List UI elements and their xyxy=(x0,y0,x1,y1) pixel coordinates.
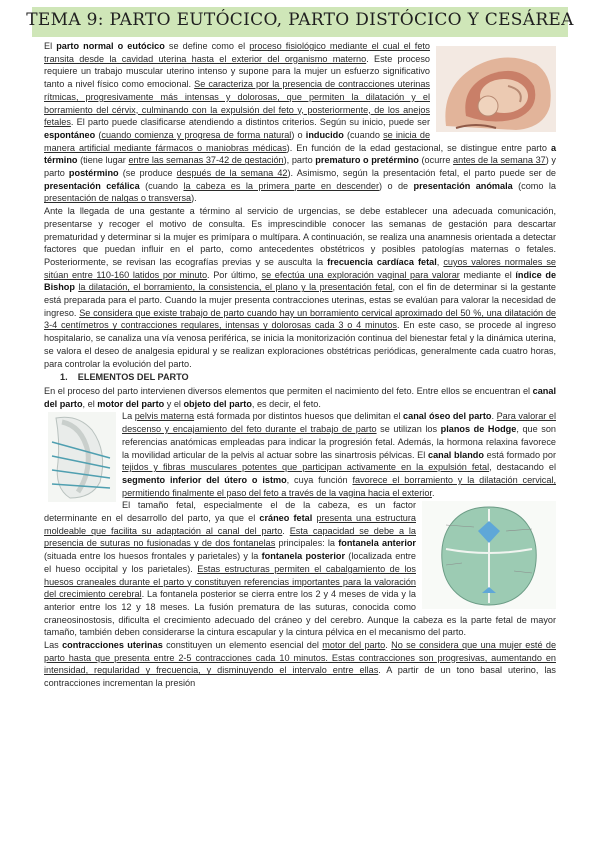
text-run: mediante el xyxy=(459,269,516,280)
bold-term: cráneo fetal xyxy=(259,513,313,524)
bold-term: fontanela anterior xyxy=(338,538,416,549)
underlined-text: se inicia de manera artificial mediante fármacos o maniobras médicas xyxy=(44,129,431,153)
text-run: . xyxy=(385,640,392,651)
bold-term: presentación cefálica xyxy=(44,180,140,191)
text-run: , es decir, el feto. xyxy=(251,398,321,409)
text-run: (como la xyxy=(512,180,556,191)
bold-term: canal blando xyxy=(428,449,484,460)
uterus-fetus-illustration xyxy=(436,46,556,132)
text-run: está formada por distintos huesos que delimitan el xyxy=(194,411,404,422)
paragraph-pelvis xyxy=(44,410,556,499)
text-run: , xyxy=(436,256,444,267)
bold-term: motor del parto xyxy=(97,398,165,409)
underlined-text: cuando comienza y progresa de forma natural xyxy=(101,129,292,140)
paragraph-elementos xyxy=(44,385,556,410)
underlined-text: antes de la semana 37 xyxy=(453,155,546,166)
text-run: . La fontanela posterior se cierra entre los 2 y 4 meses de vida y la anterior entre los 12 y 18 meses. La fusión prematura de las suturas, conocida como craneosinostosis, dificulta el crecimiento adecuado del cráneo y del cerebro. Aunque la cabeza es la parte fetal de mayor tamaño, también deben considerarse la cintura escapular y la cintura pélvica en el mecanismo del parto. xyxy=(44,589,556,638)
text-run: (cuando xyxy=(139,180,184,191)
bold-term: a término xyxy=(44,142,557,166)
bold-term: fontanela posterior xyxy=(261,551,346,562)
bold-term: canal del parto xyxy=(44,385,556,409)
text-run: El tamaño fetal, especialmente el de la cabeza, es un factor determinante en el desarrollo del parto, ya que el xyxy=(44,500,416,524)
underlined-text: tejidos y fibras musculares potentes que participan activamente en la expulsión fetal xyxy=(122,462,490,473)
text-run: (ocurre xyxy=(418,155,454,166)
fetal-skull-fontanelles-illustration xyxy=(422,501,556,609)
underlined-text: la dilatación, el borramiento, la consistencia, el plano y la presentación fetal xyxy=(78,282,393,293)
bold-term: objeto del parto xyxy=(183,398,252,409)
underlined-text: presenta una estructura moldeable que facilita su adaptación al canal del parto xyxy=(44,513,416,536)
text-run: (cuando xyxy=(343,129,384,140)
underlined-text: Estas estructuras permiten el cabalgamiento de los huesos craneales durante el parto y constituyen referencias importantes para la valoración del crecimiento cerebral xyxy=(44,563,416,600)
text-run: . xyxy=(431,487,435,498)
bold-term: parto normal o eutócico xyxy=(56,41,165,51)
bold-term: contracciones uterinas xyxy=(62,640,163,651)
section-heading xyxy=(60,371,556,384)
text-run: ) o de xyxy=(379,180,414,191)
underlined-text: entre las semanas 37-42 de gestación xyxy=(128,155,284,166)
text-run: ), parto xyxy=(283,155,316,166)
text-run: . A partir de un tono basal uterino, las contracciones incrementan la presión xyxy=(44,665,556,689)
text-run: (tiene lugar xyxy=(77,155,129,166)
text-run: La xyxy=(122,411,135,422)
text-run: Ante la llegada de una gestante a término al servicio de urgencias, se debe establecer una adecuada comunicación, presentarse y recoger el motivo de consulta. Es imprescindible conocer las semanas de gestación para descartar prematuridad y determinar si la mujer es primípara o multípara. A continuación, se realiza una anamnesis orientada a detectar factores que puedan influir en el parto, como antecedentes obstétricos y posibles patologías maternas o fetales. Posteriormente, se revisan las ecografías previas y se ausculta la xyxy=(44,206,556,267)
bold-term: postérmino xyxy=(68,168,119,179)
bold-term: canal óseo del parto xyxy=(403,411,492,422)
text-run: constituyen un elemento esencial del xyxy=(162,640,323,651)
text-run: . Por último, xyxy=(207,269,262,280)
section-number: 1. xyxy=(60,372,68,383)
underlined-text: No se considera que una mujer esté de parto hasta que presenta entre 2-5 contracciones cada 10 minutos. Estas contracciones son progresivas, aumentando en intensidad, regularidad y frecuencia, y disminuyendo el intervalo entre ellas xyxy=(44,640,557,676)
bold-term: prematuro o pretérmino xyxy=(315,155,419,166)
text-run: , cuya función xyxy=(286,474,353,485)
text-run: , destacando el xyxy=(489,462,556,473)
underlined-text: la cabeza es la primera parte en descender xyxy=(183,180,380,191)
underlined-text: cuyos valores normales se sitúan entre 110-160 latidos por minuto xyxy=(44,256,556,280)
bold-term: inducido xyxy=(305,129,344,140)
underlined-text: favorece el borramiento y la dilatación cervical, permitiendo finalmente el paso del feto a través de la vagina hacia el exterior xyxy=(122,474,557,498)
text-run: ). xyxy=(191,193,197,204)
text-run: . En este caso, se procede al ingreso hospitalario, se canaliza una vía venosa periférica, se inicia la monitorización continua del bienestar fetal y la dinámica uterina, se valora el deseo de analgesia epidural y se realizan exploraciones obstétricas periódicas, generalmente cada cuatro horas, para controlar la evolución del parto. xyxy=(44,320,556,369)
text-run: ) o xyxy=(291,129,306,140)
text-run: principales: la xyxy=(275,538,339,549)
underlined-text: motor del parto xyxy=(322,640,386,651)
text-run: En el proceso del parto intervienen diversos elementos que permiten el nacimiento del feto. Entre ellos se encuentran el xyxy=(44,385,533,396)
text-run: ( xyxy=(95,129,102,140)
underlined-text: Esta capacidad se debe a la presencia de suturas no fusionadas y de dos fontanelas xyxy=(44,525,416,549)
paragraph-contracciones xyxy=(44,639,556,690)
underlined-text: Se considera que existe trabajo de parto cuando hay un borramiento cervical aproximado del 50 %, una dilatación de 3-4 centímetros y contracciones regulares, intensas y dolorosas cada 3 o 4 minutos xyxy=(44,307,557,331)
text-run: , el xyxy=(82,398,98,409)
underlined-text: pelvis materna xyxy=(134,411,195,422)
bold-term: segmento inferior del útero o istmo xyxy=(122,474,287,485)
text-run: se define como el xyxy=(164,41,250,51)
underlined-text: presentación de nalgas o transversa xyxy=(44,193,192,204)
bold-term: frecuencia cardíaca fetal xyxy=(327,256,437,267)
text-run: . xyxy=(491,411,497,422)
text-run: ) y parto xyxy=(44,155,556,179)
text-run: ). Asimismo, según la presentación fetal, el parto puede ser de xyxy=(287,168,556,179)
underlined-text: proceso fisiológico mediante el cual el feto transita desde la cavidad uterina hasta el exterior del organismo materno xyxy=(44,41,431,64)
text-run: Las xyxy=(44,640,63,651)
bold-term: presentación anómala xyxy=(413,180,513,191)
paragraph-urgencias xyxy=(44,205,556,370)
text-run: se utilizan los xyxy=(376,424,441,435)
text-run: . El parto puede clasificarse atendiendo a distintos criterios. Según su inicio, puede ser xyxy=(70,117,430,128)
underlined-text: se efectúa una exploración vaginal para valorar xyxy=(261,269,460,280)
text-run: , con el fin de determinar si la gestante está preparada para el parto. Cuando la mujer presenta contracciones uterinas, estas se evalúan para valorar la necesidad de ingreso. xyxy=(44,282,556,318)
pelvis-hodge-planes-illustration xyxy=(48,412,116,502)
text-run: está formado por xyxy=(483,449,556,460)
underlined-text: Se caracteriza por la presencia de contracciones uterinas rítmicas, progresivamente más intensas y dolorosas, que permiten la dilatación y el borramiento del cérvix, culminando con la expulsión del feto y, posteriormente, de los anejos fetales xyxy=(44,79,430,128)
text-run: (situada entre los huesos frontales y parietales) y la xyxy=(44,551,262,562)
page-title: TEMA 9: PARTO EUTÓCICO, PARTO DISTÓCICO Y CESÁREA xyxy=(26,10,574,30)
text-run: . xyxy=(282,525,290,536)
text-run: , que son referencias anatómicas empleadas para indicar la progresión fetal. Además, la hormona relaxina favorece la movilidad articular de la pelvis al actuar sobre las sinartrosis pélvicas. El xyxy=(122,424,556,460)
text-run: (se produce xyxy=(118,168,177,179)
bold-term: índice de Bishop xyxy=(44,269,557,293)
text-run: El xyxy=(44,41,57,51)
section-title: ELEMENTOS DEL PARTO xyxy=(77,372,189,383)
underlined-text: después de la semana 42 xyxy=(176,168,288,179)
text-run: . Este proceso requiere un trabajo muscular uterino intenso y supone para la mujer un esfuerzo significativo tanto a nivel físico como emocional. xyxy=(44,53,431,90)
text-run: ). En función de la edad gestacional, se distingue entre parto xyxy=(286,142,551,153)
underlined-text: Para valorar el descenso y encajamiento del feto durante el trabajo de parto xyxy=(122,411,556,435)
document-body xyxy=(44,40,556,690)
bold-term: espontáneo xyxy=(44,129,96,140)
text-run: (localizada entre el hueso occipital y los parietales). xyxy=(44,551,416,574)
text-run: y el xyxy=(164,398,184,409)
bold-term: planos de Hodge xyxy=(440,424,517,435)
